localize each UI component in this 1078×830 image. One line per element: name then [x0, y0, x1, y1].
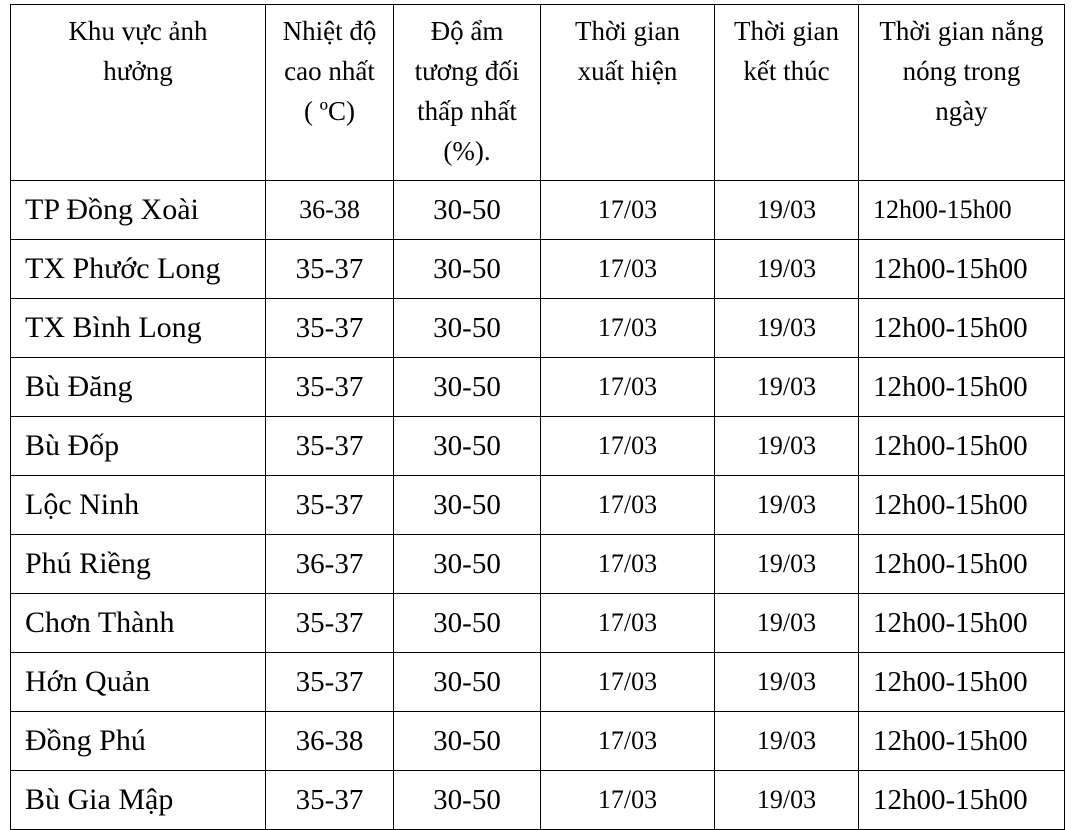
table-row	[11, 594, 1065, 653]
cell-heat-hours: 12h00-15h00	[859, 535, 1065, 594]
table-row	[11, 240, 1065, 299]
cell-start-date: 17/03	[541, 594, 715, 653]
cell-start-date: 17/03	[541, 299, 715, 358]
header-line: (%).	[443, 136, 491, 166]
heat-forecast-table	[10, 4, 1065, 830]
header-end-date	[715, 5, 859, 181]
header-line: kết thúc	[743, 56, 830, 86]
cell-end-date: 19/03	[715, 181, 859, 240]
cell-area: Lộc Ninh	[11, 476, 266, 535]
cell-heat-hours: 12h00-15h00	[859, 712, 1065, 771]
cell-min-humidity: 30-50	[394, 299, 541, 358]
header-line: Nhiệt độ	[282, 16, 377, 46]
header-line: ngày	[935, 96, 988, 126]
cell-heat-hours: 12h00-15h00	[859, 358, 1065, 417]
header-line: hưởng	[103, 56, 173, 86]
cell-start-date: 17/03	[541, 358, 715, 417]
cell-min-humidity: 30-50	[394, 240, 541, 299]
cell-min-humidity: 30-50	[394, 594, 541, 653]
header-min-humidity	[394, 5, 541, 181]
header-line: nóng trong	[902, 56, 1021, 86]
cell-max-temperature: 35-37	[266, 653, 394, 712]
cell-area: Chơn Thành	[11, 594, 266, 653]
header-line: cao nhất	[284, 56, 375, 86]
header-start-date	[541, 5, 715, 181]
header-line: Khu vực ảnh	[68, 16, 208, 46]
cell-max-temperature: 35-37	[266, 299, 394, 358]
header-line: Thời gian	[574, 16, 680, 46]
table-row	[11, 771, 1065, 830]
cell-end-date: 19/03	[715, 771, 859, 830]
table-row	[11, 358, 1065, 417]
header-row	[11, 5, 1065, 181]
cell-min-humidity: 30-50	[394, 358, 541, 417]
cell-area: Bù Đốp	[11, 417, 266, 476]
cell-area: Bù Gia Mập	[11, 771, 266, 830]
header-line: tương đối	[414, 56, 520, 86]
cell-max-temperature: 36-38	[266, 712, 394, 771]
cell-max-temperature: 35-37	[266, 358, 394, 417]
table-row	[11, 417, 1065, 476]
cell-area: Đồng Phú	[11, 712, 266, 771]
cell-area: TX Bình Long	[11, 299, 266, 358]
table-row	[11, 299, 1065, 358]
cell-end-date: 19/03	[715, 358, 859, 417]
cell-start-date: 17/03	[541, 712, 715, 771]
cell-end-date: 19/03	[715, 653, 859, 712]
table-row	[11, 712, 1065, 771]
cell-start-date: 17/03	[541, 476, 715, 535]
cell-heat-hours: 12h00-15h00	[859, 417, 1065, 476]
table-body	[11, 5, 1065, 830]
cell-heat-hours: 12h00-15h00	[859, 299, 1065, 358]
cell-max-temperature: 36-37	[266, 535, 394, 594]
cell-max-temperature: 35-37	[266, 417, 394, 476]
cell-end-date: 19/03	[715, 594, 859, 653]
header-line: thấp nhất	[417, 96, 517, 126]
cell-start-date: 17/03	[541, 535, 715, 594]
cell-area: Hớn Quản	[11, 653, 266, 712]
cell-min-humidity: 30-50	[394, 535, 541, 594]
cell-start-date: 17/03	[541, 771, 715, 830]
cell-min-humidity: 30-50	[394, 771, 541, 830]
cell-heat-hours: 12h00-15h00	[859, 653, 1065, 712]
header-daily-heat-hours	[859, 5, 1065, 181]
cell-end-date: 19/03	[715, 299, 859, 358]
table-row	[11, 476, 1065, 535]
cell-max-temperature: 35-37	[266, 240, 394, 299]
cell-end-date: 19/03	[715, 712, 859, 771]
cell-min-humidity: 30-50	[394, 653, 541, 712]
cell-start-date: 17/03	[541, 240, 715, 299]
cell-max-temperature: 36-38	[266, 181, 394, 240]
header-line: Độ ẩm	[430, 16, 504, 46]
cell-max-temperature: 35-37	[266, 771, 394, 830]
header-line: xuất hiện	[577, 56, 678, 86]
cell-start-date: 17/03	[541, 181, 715, 240]
cell-end-date: 19/03	[715, 476, 859, 535]
table-row	[11, 653, 1065, 712]
header-line: Thời gian	[733, 16, 839, 46]
cell-heat-hours: 12h00-15h00	[859, 594, 1065, 653]
cell-min-humidity: 30-50	[394, 417, 541, 476]
table-row	[11, 181, 1065, 240]
cell-heat-hours: 12h00-15h00	[859, 771, 1065, 830]
cell-heat-hours: 12h00-15h00	[859, 181, 1065, 240]
cell-area: TP Đồng Xoài	[11, 181, 266, 240]
cell-start-date: 17/03	[541, 653, 715, 712]
table-row	[11, 535, 1065, 594]
cell-heat-hours: 12h00-15h00	[859, 240, 1065, 299]
cell-heat-hours: 12h00-15h00	[859, 476, 1065, 535]
header-max-temperature	[266, 5, 394, 181]
header-line: Thời gian nắng	[879, 16, 1044, 46]
header-affected-area	[11, 5, 266, 181]
cell-min-humidity: 30-50	[394, 476, 541, 535]
cell-area: TX Phước Long	[11, 240, 266, 299]
cell-area: Phú Riềng	[11, 535, 266, 594]
cell-start-date: 17/03	[541, 417, 715, 476]
cell-max-temperature: 35-37	[266, 594, 394, 653]
cell-max-temperature: 35-37	[266, 476, 394, 535]
cell-min-humidity: 30-50	[394, 181, 541, 240]
header-line: ( ºC)	[303, 96, 356, 126]
cell-end-date: 19/03	[715, 417, 859, 476]
cell-end-date: 19/03	[715, 240, 859, 299]
cell-area: Bù Đăng	[11, 358, 266, 417]
cell-min-humidity: 30-50	[394, 712, 541, 771]
cell-end-date: 19/03	[715, 535, 859, 594]
